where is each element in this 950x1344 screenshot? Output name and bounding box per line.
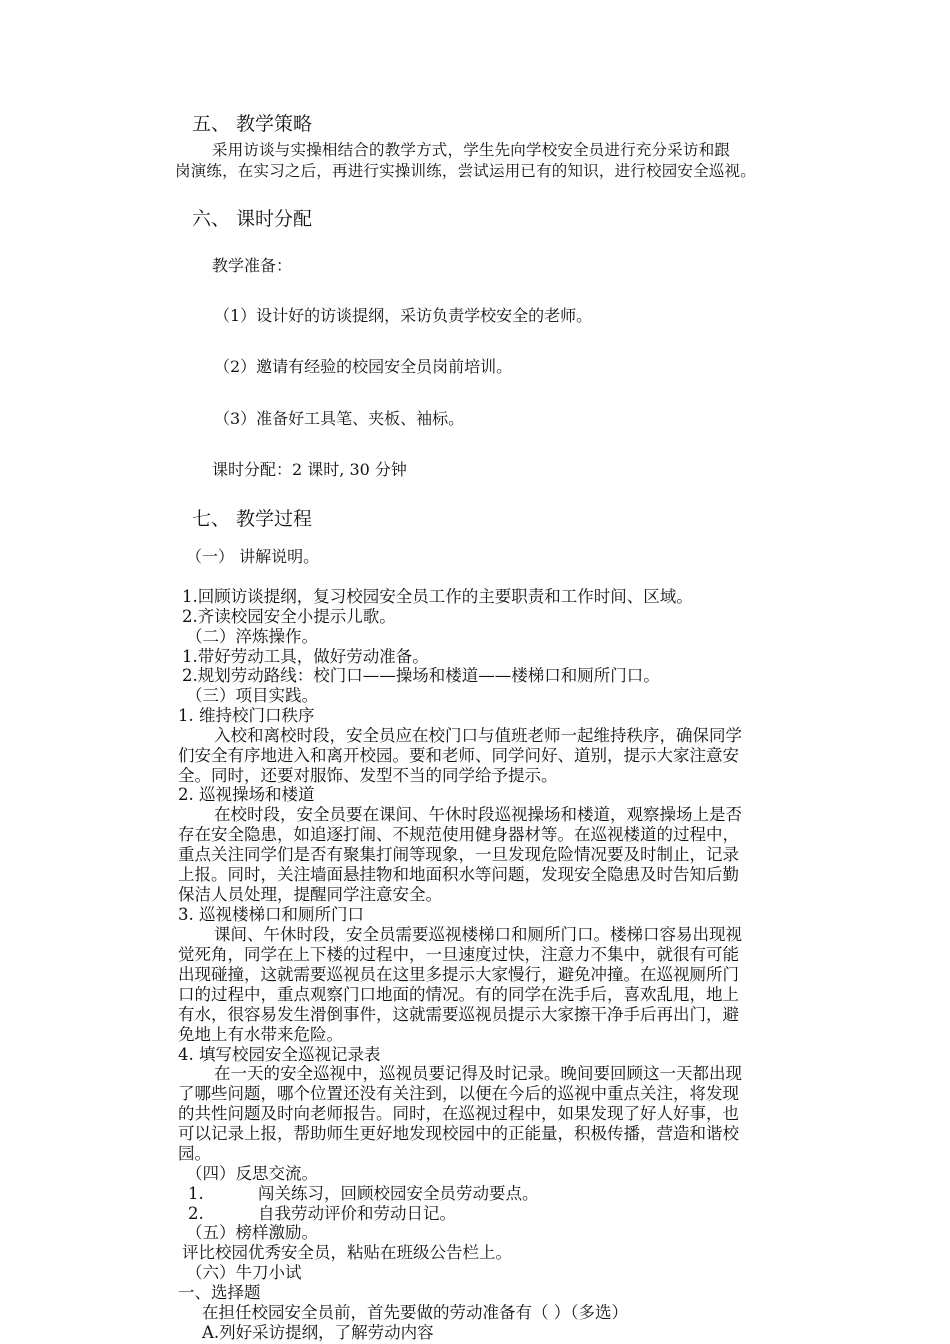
prep-item-1: （1）设计好的访谈提纲，采访负责学校安全的老师。 [214, 306, 593, 325]
practice-4-line: 了哪些问题，哪个位置还没有关注到，以便在今后的巡视中重点关注，将发现 [178, 1084, 739, 1103]
practice-3-line: 有水，很容易发生滑倒事件，这就需要巡视员提示大家擦干净手后再出门，避 [178, 1005, 739, 1024]
practice-4-title: 4. 填写校园安全巡视记录表 [178, 1045, 381, 1064]
practice-1-title: 1. 维持校门口秩序 [178, 706, 315, 725]
practice-3-line: 出现碰撞，这就需要巡视员在这里多提示大家慢行，避免冲撞。在巡视厕所门 [178, 965, 739, 984]
quiz-option-a: A.列好采访提纲，了解劳动内容 [202, 1323, 434, 1342]
section-5-line-2: 岗演练，在实习之后，再进行实操训练，尝试运用已有的知识，进行校园安全巡视。 [175, 162, 756, 180]
practice-1-line: 们安全有序地进入和离开校园。要和老师、同学问好、道别，提示大家注意安 [178, 746, 739, 765]
practice-2-line: 存在安全隐患，如追逐打闹、不规范使用健身器材等。在巡视楼道的过程中， [178, 825, 739, 844]
section-5-heading: 五、 教学策略 [192, 113, 313, 135]
part-4-title: （四）反思交流。 [186, 1164, 318, 1183]
part-1-item-1: 1.回顾访谈提纲，复习校园安全员工作的主要职责和工作时间、区域。 [182, 587, 693, 606]
part-1-title: （一） 讲解说明。 [186, 547, 320, 566]
practice-4-line: 园。 [178, 1144, 211, 1163]
part-4-item-number: 2. [188, 1204, 204, 1223]
part-4-item-number: 1. [188, 1184, 204, 1203]
practice-2-line: 上报。同时，关注墙面悬挂物和地面积水等问题，发现安全隐患及时告知后勤 [178, 865, 739, 884]
part-2-item-2: 2.规划劳动路线：校门口——操场和楼道——楼梯口和厕所门口。 [182, 666, 660, 685]
practice-2-title: 2. 巡视操场和楼道 [178, 785, 315, 804]
part-2-title: （二）淬炼操作。 [186, 627, 318, 646]
section-7-heading: 七、 教学过程 [192, 508, 313, 530]
practice-4-line: 在一天的安全巡视中，巡视员要记得及时记录。晚间要回顾这一天都出现 [214, 1064, 742, 1083]
section-6-heading: 六、 课时分配 [192, 208, 313, 230]
prep-item-2: （2）邀请有经验的校园安全员岗前培训。 [214, 357, 513, 376]
part-4-item-text: 闯关练习，回顾校园安全员劳动要点。 [258, 1184, 539, 1203]
part-3-title: （三）项目实践。 [186, 686, 318, 705]
part-1-item-2: 2.齐读校园安全小提示儿歌。 [182, 607, 396, 626]
practice-1-line: 入校和离校时段，安全员应在校门口与值班老师一起维持秩序，确保同学 [214, 726, 742, 745]
quiz-question: 在担任校园安全员前，首先要做的劳动准备有（ ）（多选） [202, 1303, 628, 1322]
practice-2-line: 在校时段，安全员要在课间、午休时段巡视操场和楼道，观察操场上是否 [214, 805, 742, 824]
class-time: 课时分配：2 课时, 30 分钟 [212, 460, 407, 479]
part-4-item-text: 自我劳动评价和劳动日记。 [258, 1204, 456, 1223]
prep-item-3: （3）准备好工具笔、夹板、袖标。 [214, 409, 465, 428]
practice-3-line: 口的过程中，重点观察门口地面的情况。有的同学在洗手后，喜欢乱甩，地上 [178, 985, 739, 1004]
practice-3-line: 免地上有水带来危险。 [178, 1025, 343, 1044]
part-2-item-1: 1.带好劳动工具，做好劳动准备。 [182, 647, 429, 666]
practice-4-line: 可以记录上报，帮助师生更好地发现校园中的正能量，积极传播，营造和谐校 [178, 1124, 739, 1143]
practice-2-line: 重点关注同学们是否有聚集打闹等现象，一旦发现危险情况要及时制止，记录 [178, 845, 739, 864]
section-5-line-1: 采用访谈与实操相结合的教学方式，学生先向学校安全员进行充分采访和跟 [212, 141, 731, 159]
practice-3-line: 课间、午休时段，安全员需要巡视楼梯口和厕所门口。楼梯口容易出现视 [214, 925, 742, 944]
part-6-title: （六）牛刀小试 [186, 1263, 302, 1282]
practice-3-line: 觉死角，同学在上下楼的过程中，一旦速度过快，注意力不集中，就很有可能 [178, 945, 739, 964]
practice-3-title: 3. 巡视楼梯口和厕所门口 [178, 905, 364, 924]
part-5-text: 评比校园优秀安全员，粘贴在班级公告栏上。 [182, 1243, 512, 1262]
prep-title: 教学准备： [212, 256, 293, 275]
practice-2-line: 保洁人员处理，提醒同学注意安全。 [178, 885, 442, 904]
practice-1-line: 全。同时，还要对服饰、发型不当的同学给予提示。 [178, 766, 558, 785]
part-5-title: （五）榜样激励。 [186, 1223, 318, 1242]
quiz-title: 一、选择题 [178, 1283, 261, 1302]
practice-4-line: 的共性问题及时向老师报告。同时，在巡视过程中，如果发现了好人好事，也 [178, 1104, 739, 1123]
